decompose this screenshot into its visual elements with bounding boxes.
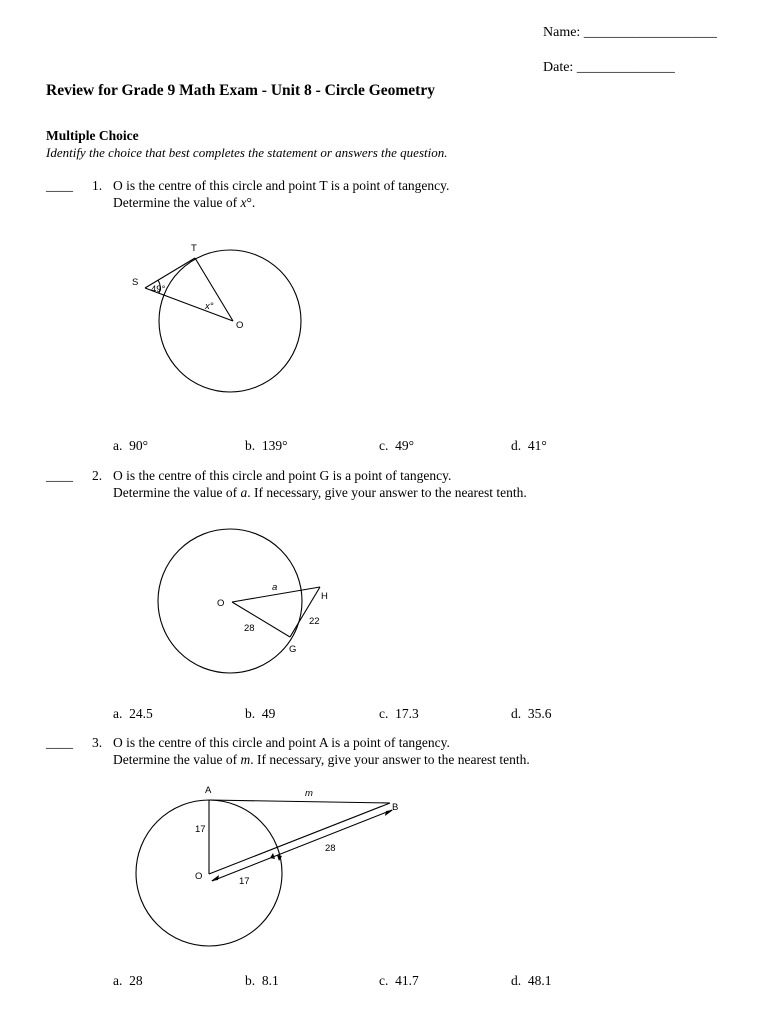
- q2-label-tangent: 22: [309, 616, 320, 627]
- answer-blank-1: ____: [46, 178, 73, 193]
- q2-label-o: O: [217, 598, 225, 609]
- question-2-line-1: O is the centre of this circle and point G is a point of tangency.: [113, 468, 452, 483]
- q1-option-b: b. 139°: [245, 438, 288, 453]
- page-title: Review for Grade 9 Math Exam - Unit 8 - Circle Geometry: [46, 82, 435, 99]
- q2-option-b: b. 49: [245, 706, 276, 721]
- answer-blank-2: ____: [46, 468, 73, 483]
- q3-dim-line: [212, 810, 392, 881]
- question-3-line-1: O is the centre of this circle and point A is a point of tangency.: [113, 735, 450, 750]
- q3-label-m: m: [305, 788, 313, 799]
- q3-label-a: A: [205, 785, 212, 796]
- q3-option-a: a. 28: [113, 973, 143, 988]
- question-2-line-2: Determine the value of a. If necessary, give your answer to the nearest tenth.: [113, 485, 527, 500]
- question-number-2: 2.: [92, 468, 103, 483]
- q1-option-d: d. 41°: [511, 438, 547, 453]
- q1-option-c: c. 49°: [379, 438, 415, 453]
- q2-label-g: G: [289, 644, 297, 655]
- q1-label-o: O: [236, 320, 244, 331]
- q3-option-b: b. 8.1: [245, 973, 279, 988]
- q3-label-external: 28: [325, 843, 336, 854]
- q2-option-a: a. 24.5: [113, 706, 153, 721]
- q3-tangent-ab: [209, 800, 390, 803]
- name-label: Name:: [543, 25, 581, 40]
- q3-label-radius-vertical: 17: [195, 824, 206, 835]
- question-number-1: 1.: [92, 178, 103, 193]
- q2-label-radius: 28: [244, 623, 255, 634]
- q3-option-c: c. 41.7: [379, 973, 419, 988]
- q2-label-h: H: [321, 591, 328, 602]
- q2-option-d: d. 35.6: [511, 706, 552, 721]
- name-line: ___________________: [583, 25, 717, 40]
- question-3-line-2: Determine the value of m. If necessary, give your answer to the nearest tenth.: [113, 752, 530, 767]
- q3-segment-ob: [209, 803, 390, 874]
- q3-label-b: B: [392, 802, 399, 813]
- date-line: ______________: [576, 60, 675, 75]
- q1-label-angle: 49°: [151, 284, 166, 295]
- q1-option-a: a. 90°: [113, 438, 149, 453]
- q3-label-o: O: [195, 871, 203, 882]
- answer-blank-3: ____: [46, 735, 73, 750]
- section-heading: Multiple Choice: [46, 128, 139, 143]
- q3-option-d: d. 48.1: [511, 973, 552, 988]
- question-1-line-1: O is the centre of this circle and point T is a point of tangency.: [113, 178, 450, 193]
- date-label: Date:: [543, 60, 574, 75]
- q2-option-c: c. 17.3: [379, 706, 419, 721]
- question-1-line-2: Determine the value of x°.: [113, 195, 256, 210]
- section-instructions: Identify the choice that best completes the statement or answers the question.: [46, 145, 448, 160]
- q1-label-s: S: [132, 277, 139, 288]
- q3-label-radius-inner: 17: [239, 876, 250, 887]
- q2-label-a: a: [272, 582, 278, 593]
- q3-dim-arrow-o: [211, 875, 219, 881]
- q1-label-x: x°: [205, 301, 214, 312]
- question-number-3: 3.: [92, 735, 103, 750]
- q1-label-t: T: [191, 243, 197, 254]
